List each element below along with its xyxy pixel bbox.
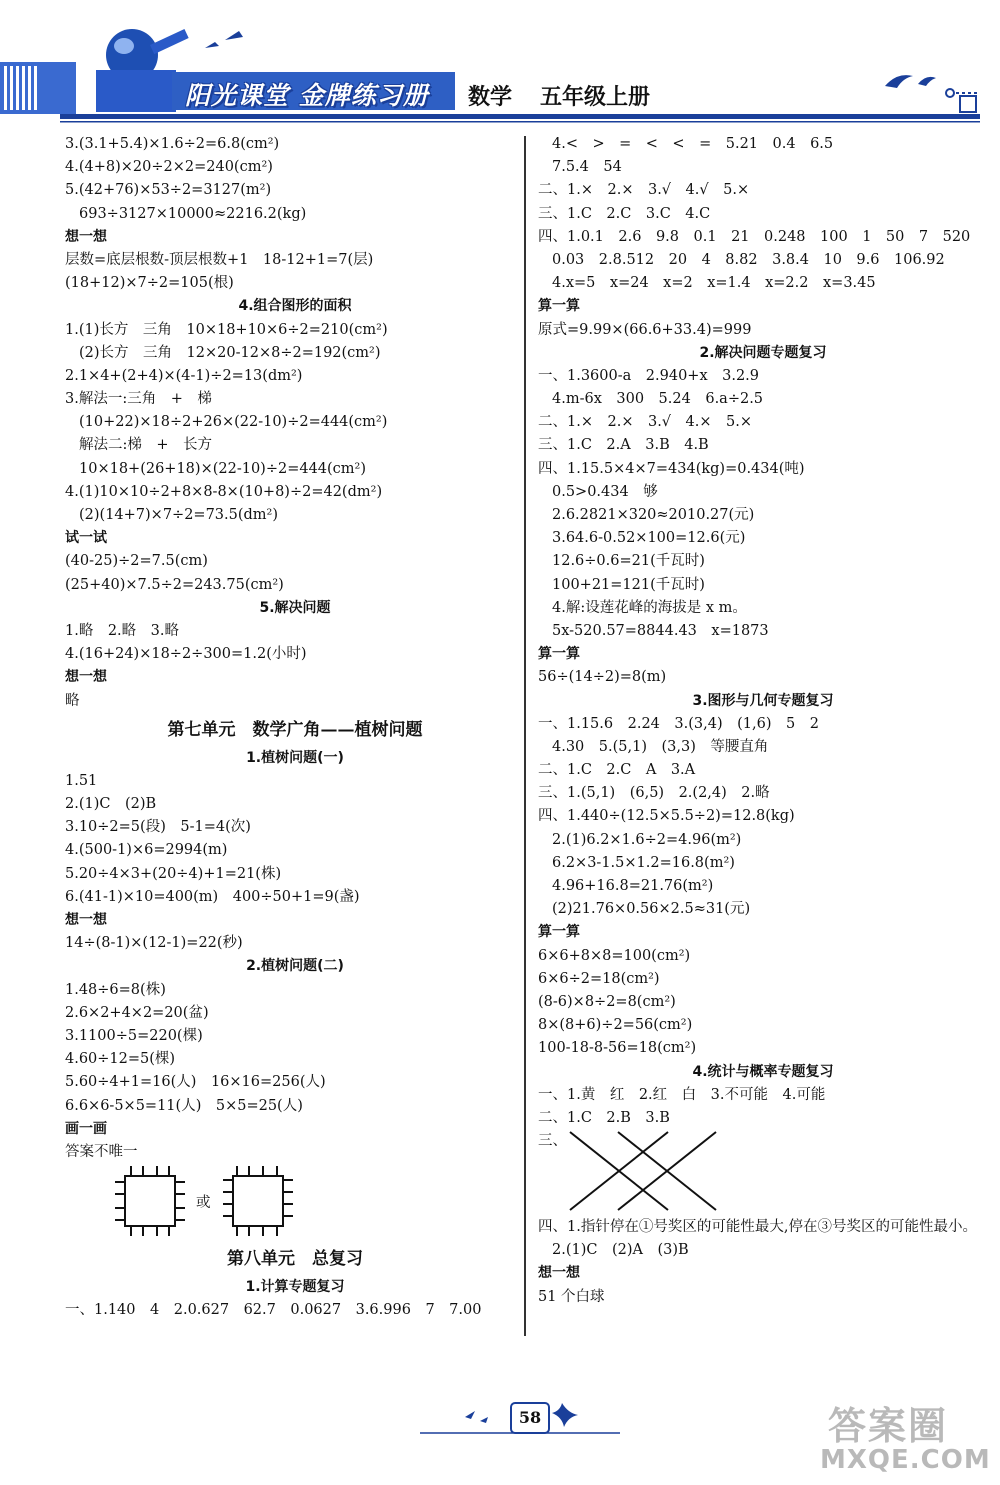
left-column [65, 133, 525, 1322]
answer-line: 略 [65, 692, 80, 709]
answer-line: 2.1×4+(2+4)×(4-1)÷2=13(dm²) [65, 367, 303, 384]
answer-line: (10+22)×18÷2+26×(22-10)÷2=444(cm²) [79, 414, 388, 431]
subheading: 想一想 [538, 1265, 580, 1282]
answer-line: 三、1.C 2.A 3.B 4.B [538, 437, 709, 454]
answer-line: 0.03 2.8.512 20 4 8.82 3.8.4 10 9.6 106.92 [552, 251, 945, 268]
answer-line: 10×18+(26+18)×(22-10)÷2=444(cm²) [79, 460, 367, 477]
subject-label: 数学 [468, 84, 513, 110]
subheading: 想一想 [65, 912, 107, 928]
answer-line: 四、1.15.5×4×7=434(kg)=0.434(吨) [538, 460, 805, 477]
answer-line: 4.m-6x 300 5.24 6.a÷2.5 [552, 391, 764, 408]
answer-line: 答案不唯一 [65, 1143, 138, 1160]
part-label: 三、 [538, 1133, 567, 1150]
answer-line: 100-18-8-56=18(cm²) [538, 1040, 697, 1057]
answer-line: 7.5.4 54 [552, 159, 622, 176]
or-label: 或 [196, 1195, 211, 1212]
answer-line: 三、1.C 2.C 3.C 4.C [538, 205, 711, 222]
subheading: 想一想 [65, 669, 107, 686]
answer-line: 2.6×2+4×2=20(盆) [65, 1004, 209, 1021]
answer-line: 4.(16+24)×18÷2÷300=1.2(小时) [65, 646, 307, 663]
subheading: 算一算 [538, 924, 580, 941]
answer-line: 4.30 5.(5,1) (3,3) 等腰直角 [552, 738, 769, 755]
answer-line: 51 个白球 [538, 1288, 605, 1305]
answer-line: (18+12)×7÷2=105(根) [65, 275, 234, 292]
section-title: 5.解决问题 [259, 599, 331, 616]
page-number: 58 [510, 1402, 550, 1434]
answer-line: 一、1.黄 红 2.红 白 3.不可能 4.可能 [538, 1086, 826, 1103]
answer-line: 解法二:梯 + 长方 [79, 437, 213, 454]
page-footer [420, 1395, 620, 1445]
matching-lines [538, 1130, 988, 1216]
answer-line: 一、1.140 4 2.0.627 62.7 0.0627 3.6.996 7 7.00 [65, 1302, 482, 1319]
answer-line: (8-6)×8÷2=8(cm²) [538, 993, 676, 1010]
grade-label: 五年级上册 [540, 84, 651, 110]
tree-planting-figure [65, 1164, 525, 1242]
answer-line: (25+40)×7.5÷2=243.75(cm²) [65, 576, 284, 593]
answer-line: 一、1.15.6 2.24 3.(3,4) (1,6) 5 2 [538, 715, 819, 732]
answer-line: 1.51 [65, 772, 98, 789]
answer-line: 3.1100÷5=220(棵) [65, 1027, 203, 1044]
answer-line: 8×(8+6)÷2=56(cm²) [538, 1017, 693, 1034]
answer-line: 12.6÷0.6=21(千瓦时) [552, 553, 705, 570]
answer-line: 4.60÷12=5(棵) [65, 1051, 176, 1068]
answer-line: (2)21.76×0.56×2.5≈31(元) [552, 901, 751, 918]
answer-line: 4.(1)10×10÷2+8×8-8×(10+8)÷2=42(dm²) [65, 483, 383, 500]
answer-line: 二、1.× 2.× 3.√ 4.√ 5.× [538, 182, 750, 199]
answer-line: 3.解法一:三角 + 梯 [65, 391, 212, 408]
section-title: 3.图形与几何专题复习 [692, 692, 834, 709]
answer-line: 100+21=121(千瓦时) [552, 576, 705, 593]
answer-line: 2.(1)C (2)B [65, 796, 157, 813]
answer-line: 四、1.0.1 2.6 9.8 0.1 21 0.248 100 1 50 7 520 [538, 228, 971, 245]
section-title: 1.计算专题复习 [245, 1279, 345, 1296]
unit-title: 第七单元 数学广角——植树问题 [167, 719, 423, 740]
answer-line: (40-25)÷2=7.5(cm) [65, 553, 208, 570]
answer-line: 4.(4+8)×20÷2×2=240(cm²) [65, 159, 273, 176]
answer-line: 6.(41-1)×10=400(m) 400÷50+1=9(盏) [65, 888, 360, 905]
answer-line: 二、1.C 2.B 3.B [538, 1109, 670, 1126]
unit-title: 第八单元 总复习 [227, 1249, 363, 1270]
subheading: 想一想 [65, 228, 107, 245]
section-title: 4.组合图形的面积 [238, 298, 352, 315]
answer-line: 二、1.× 2.× 3.√ 4.× 5.× [538, 414, 753, 431]
answer-line: 5.60÷4+1=16(人) 16×16=256(人) [65, 1074, 326, 1091]
subheading: 试一试 [65, 530, 107, 547]
answer-line: 1.(1)长方 三角 10×18+10×6÷2=210(cm²) [65, 321, 388, 338]
answer-line: 2.6.2821×320≈2010.27(元) [552, 507, 755, 523]
matching-figure [538, 1130, 988, 1216]
answer-line: 一、1.3600-a 2.940+x 3.2.9 [538, 367, 760, 384]
answer-line: 5x-520.57=8844.43 x=1873 [552, 622, 769, 639]
answer-line: 四、1.440÷(12.5×5.5÷2)=12.8(kg) [538, 808, 795, 825]
answer-line: 6.6×6-5×5=11(人) 5×5=25(人) [65, 1097, 303, 1114]
answer-line: 1.48÷6=8(株) [65, 981, 166, 998]
answer-line: 14÷(8-1)×(12-1)=22(秒) [65, 935, 243, 952]
answer-line: 4.解:设莲花峰的海拔是 x m。 [552, 599, 747, 616]
answer-line: 4.96+16.8=21.76(m²) [552, 878, 714, 894]
tree-square-diagrams [65, 1164, 525, 1242]
section-title: 2.解决问题专题复习 [699, 344, 827, 361]
answer-line: 三、1.(5,1) (6,5) 2.(2,4) 2.略 [538, 785, 770, 802]
answer-line: (2)(14+7)×7÷2=73.5(dm²) [79, 507, 279, 523]
answer-line: 四、1.指针停在①号奖区的可能性最大,停在③号奖区的可能性最小。 2.(1)C (2)A (3)B [538, 1219, 985, 1259]
answer-line: 4.(500-1)×6=2994(m) [65, 842, 228, 859]
answer-line: 1.略 2.略 3.略 [65, 622, 180, 639]
page-header [0, 0, 1000, 135]
answer-line: 693÷3127×10000≈2216.2(kg) [79, 205, 307, 222]
subheading: 算一算 [538, 646, 580, 663]
right-column [538, 133, 988, 1309]
answer-line: 5.20÷4×3+(20÷4)+1=21(株) [65, 865, 282, 882]
section-title: 2.植树问题(二) [246, 958, 344, 975]
answer-line: 二、1.C 2.C A 3.A [538, 762, 696, 779]
answer-line: 56÷(14÷2)=8(m) [538, 669, 667, 686]
answer-line: 层数=底层根数-顶层根数+1 18-12+1=7(层) [65, 251, 374, 268]
subheading: 算一算 [538, 298, 580, 315]
answer-line: 6×6+8×8=100(cm²) [538, 947, 691, 964]
answer-line: 0.5>0.434 够 [552, 483, 658, 500]
answer-line: 5.(42+76)×53÷2=3127(m²) [65, 182, 272, 199]
book-title: 阳光课堂 金牌练习册 [185, 81, 429, 110]
answer-line: 2.(1)6.2×1.6÷2=4.96(m²) [552, 831, 742, 848]
answer-line: 3.10÷2=5(段) 5-1=4(次) [65, 819, 251, 836]
answer-line: 6.2×3-1.5×1.2=16.8(m²) [552, 854, 735, 871]
answer-line: 6×6÷2=18(cm²) [538, 970, 660, 987]
watermark-logo [820, 1395, 995, 1480]
answer-line: 3.(3.1+5.4)×1.6÷2=6.8(cm²) [65, 136, 280, 152]
answer-line: 3.64.6-0.52×100=12.6(元) [552, 530, 746, 547]
watermark-text: 答案圈 [828, 1404, 949, 1448]
watermark-url: MXQE.COM [820, 1445, 991, 1475]
answer-line: (2)长方 三角 12×20-12×8÷2=192(cm²) [79, 344, 381, 361]
subheading: 画一画 [65, 1120, 107, 1137]
section-title: 4.统计与概率专题复习 [692, 1063, 834, 1080]
answer-line: 原式=9.99×(66.6+33.4)=999 [538, 321, 752, 338]
section-title: 1.植树问题(一) [246, 749, 344, 766]
answer-line: 4.x=5 x=24 x=2 x=1.4 x=2.2 x=3.45 [552, 275, 876, 292]
answer-line: 4.< > = < < = 5.21 0.4 6.5 [552, 136, 834, 152]
header-banner-graphic [0, 0, 1000, 135]
